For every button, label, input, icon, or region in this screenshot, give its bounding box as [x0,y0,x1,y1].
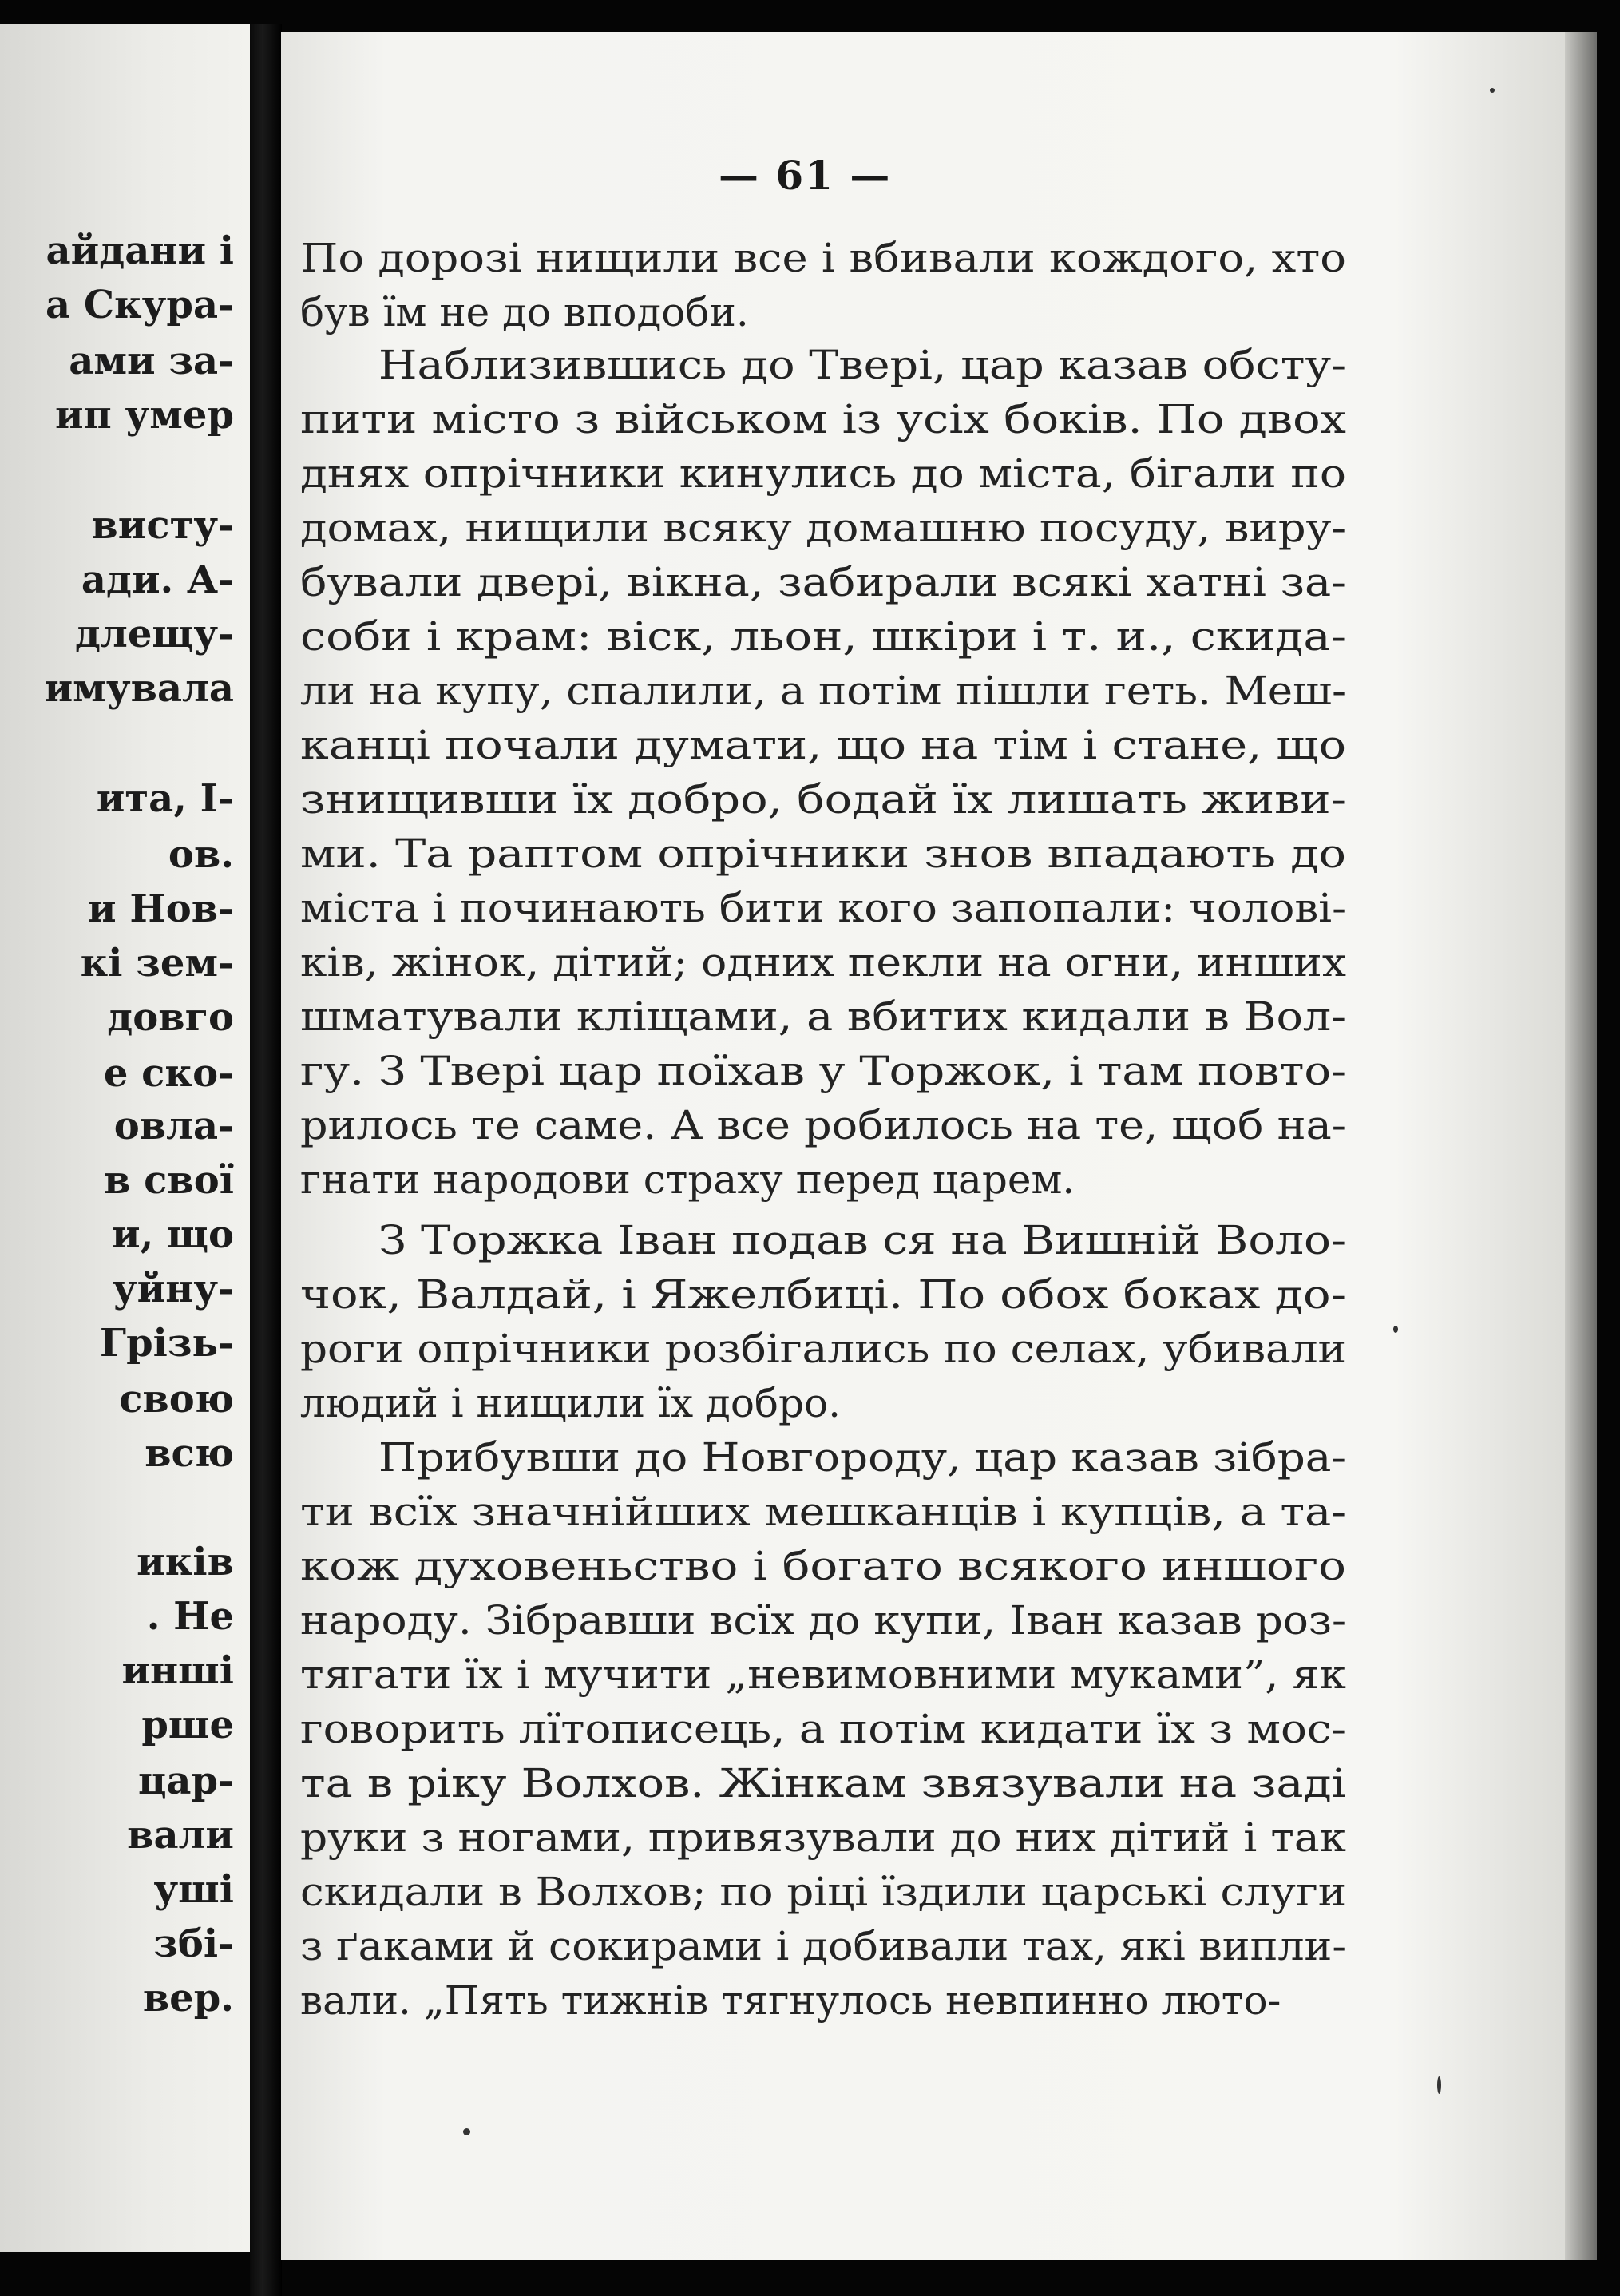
left-page-line: а Скура- [46,283,234,327]
text-line: гу. З Твері цар поїхав у Торжок, і там повто- [300,1048,1346,1094]
text-line: ти всїх значнійших мешканців і купців, а та- [300,1489,1346,1535]
text-line: ків, жінок, дітий; одних пекли на огни, инших [300,939,1346,985]
left-page-line: вер. [142,1976,234,2020]
left-facing-page [0,24,252,2252]
left-page-line: цар- [137,1759,234,1803]
left-page-line: Грізь- [99,1321,234,1366]
text-line: По дорозі нищили все і вбивали кождого, хто [300,235,1346,281]
left-page-line: ита, І- [96,776,234,821]
text-line: руки з ногами, привязували до них дітий і так [300,1814,1346,1861]
left-page-line: ов. [168,832,234,877]
specks [1393,1326,1398,1333]
left-page-line: е ско- [103,1051,234,1096]
specks [463,2128,470,2135]
left-page-line: висту- [91,503,234,548]
text-line: Прибувши до Новгороду, цар казав зібра- [378,1434,1346,1481]
text-line: гнати народови страху перед царем. [300,1156,1075,1203]
text-line: вали. „Пять тижнів тягнулось невпинно люто- [300,1977,1281,2024]
text-line: бували двері, вікна, забирали всякі хатні за- [300,559,1346,605]
specks [1490,88,1495,93]
left-page-line: овла- [113,1104,234,1148]
text-line: пити місто з військом із усіх боків. По двох [300,396,1346,442]
left-page-line: уші [153,1867,234,1912]
left-page-line: ип умер [55,393,234,438]
left-page-line: рше [141,1703,234,1747]
text-line: роги опрічники розбігались по селах, убивали [300,1326,1346,1372]
left-page-line: и Нов- [88,886,234,931]
text-line: та в ріку Волхов. Жінкам звязували на заді [300,1760,1346,1806]
text-line: шматували кліщами, а вбитих кидали в Вол- [300,993,1346,1040]
text-line: канці почали думати, що на тім і стане, що [300,722,1346,768]
book-gutter [250,24,282,2296]
text-line: рилось те саме. А все робилось на те, щоб на- [300,1102,1346,1148]
left-page-line: имувала [44,666,234,711]
left-page-line: . Не [146,1594,234,1639]
text-line: соби і крам: віск, льон, шкіри і т. и., скида- [300,613,1346,660]
left-page-line: иків [137,1540,234,1584]
text-line: днях опрічники кинулись до міста, бігали по [300,450,1346,497]
left-page-line: айдани і [46,228,234,273]
page-number: — 61 — [719,152,892,199]
left-page-line: довго [107,995,234,1040]
left-page-line: ами за- [69,339,234,383]
text-line: ми. Та раптом опрічники знов впадають до [300,831,1346,877]
text-line: тягати їх і мучити „невимовними муками”, як [300,1652,1346,1698]
left-page-line: уйну- [112,1267,234,1311]
page-edge-shadow [1565,32,1597,2260]
text-line: говорить лїтописець, а потім кидати їх з мос- [300,1706,1347,1752]
text-line: скидали в Волхов; по ріці їздили царські слуги [300,1869,1346,1915]
text-line: кож духовеньство і богато всякого иншого [300,1543,1346,1589]
text-line: народу. Зібравши всїх до купи, Іван казав роз- [300,1597,1346,1644]
left-page-line: и, що [112,1212,234,1257]
text-line: знищивши їх добро, бодай їх лишать живи- [300,776,1346,823]
left-page-line: свою [119,1377,234,1422]
text-line: Наблизившись до Твері, цар казав обсту- [378,342,1346,388]
text-line: був їм не до вподоби. [300,289,749,335]
left-page-line: збі- [153,1921,234,1966]
left-page-line: длещу- [75,612,234,656]
left-page-line: инші [121,1648,234,1693]
text-line: людий і нищили їх добро. [300,1380,842,1426]
left-page-line: вали [127,1813,234,1858]
text-line: міста і починають бити кого запопали: чолові- [300,885,1346,931]
text-line: ли на купу, спалили, а потім пішли геть. Меш- [300,668,1346,714]
left-page-line: в свої [104,1158,234,1203]
left-page-line: ади. А- [81,557,234,602]
text-line: чок, Валдай, і Яжелбиці. По обох боках до- [300,1271,1346,1318]
text-line: З Торжка Іван подав ся на Вишній Воло- [378,1217,1346,1263]
text-line: з ґаками й сокирами і добивали тах, які випли- [300,1923,1346,1969]
left-page-line: кі зем- [80,941,234,985]
specks [1437,2076,1441,2094]
text-line: домах, нищили всяку домашню посуду, виру- [300,505,1346,551]
left-page-line: всю [145,1431,234,1476]
